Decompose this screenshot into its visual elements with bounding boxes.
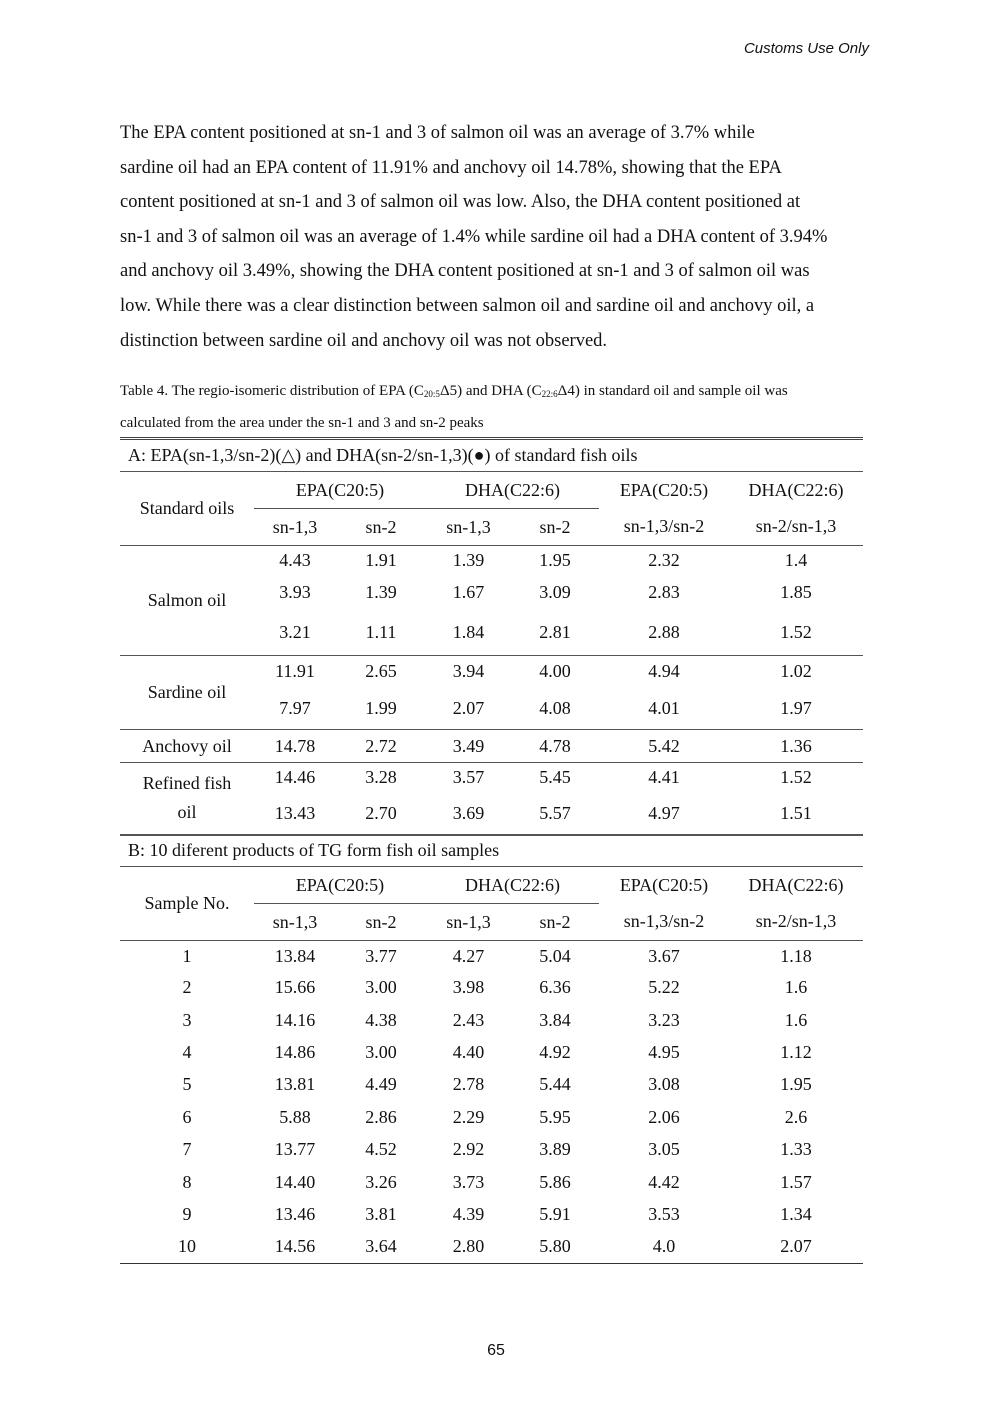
cell: 3.77 xyxy=(365,945,397,966)
cell: 13.46 xyxy=(274,1203,316,1224)
cell: 3.64 xyxy=(365,1236,397,1257)
section-a-title-row xyxy=(120,439,863,472)
cell: 2.72 xyxy=(336,730,426,763)
cell: 1.95 xyxy=(539,550,571,571)
cell: 2.06 xyxy=(648,1106,680,1127)
header-row-1 xyxy=(120,472,863,509)
cell: 1.4 xyxy=(784,550,808,571)
cell: 4.92 xyxy=(539,1041,571,1062)
header-sn2: sn-2 xyxy=(511,509,599,546)
group-label xyxy=(120,763,254,835)
cell: 4.08 xyxy=(511,688,599,730)
cell: 3.57 xyxy=(452,767,485,788)
cell: 1.39 xyxy=(365,582,397,602)
header-ratio-dha: sn-2/sn-1,3 xyxy=(729,509,863,546)
cell: 11.91 xyxy=(275,661,315,682)
cell: 1.99 xyxy=(336,688,426,730)
cell: 1.91 xyxy=(365,550,397,571)
cell: 3.69 xyxy=(426,793,511,835)
sample-number: 7 xyxy=(182,1139,192,1160)
cell: 1.57 xyxy=(780,1171,812,1192)
cell: 3.28 xyxy=(365,767,397,788)
cell: 2.78 xyxy=(452,1074,485,1095)
cell: 3.53 xyxy=(648,1203,680,1224)
table-row xyxy=(120,656,863,688)
cell: 5.04 xyxy=(539,945,571,966)
cell: 4.0 xyxy=(652,1236,676,1257)
header-dha-ratio: DHA(C22:6) xyxy=(748,874,844,895)
cell: 4.01 xyxy=(599,688,729,730)
sample-number: 2 xyxy=(182,977,192,998)
cell: 1.85 xyxy=(780,582,812,602)
cell: 2.86 xyxy=(365,1106,397,1127)
cell: 1.6 xyxy=(784,977,808,998)
stub-header: Standard oils xyxy=(120,472,254,546)
sample-number: 3 xyxy=(182,1009,192,1030)
cell: 13.77 xyxy=(274,1139,316,1160)
paragraph-line: sn-1 and 3 of salmon oil was an average of 1.4% while sardine oil had a DHA content of 3.94% xyxy=(120,226,828,247)
cell: 4.00 xyxy=(539,661,571,682)
page-number: 65 xyxy=(487,1342,505,1359)
header-row-1 xyxy=(120,867,863,904)
section-b-title: B: 10 diferent products of TG form fish oil samples xyxy=(120,835,863,867)
table-row xyxy=(120,972,863,1004)
table-row xyxy=(120,1101,863,1133)
header-epa-ratio: EPA(C20:5) xyxy=(619,479,709,500)
sample-number: 8 xyxy=(182,1171,192,1192)
cell: 2.32 xyxy=(648,550,680,571)
cell: 3.93 xyxy=(279,582,311,602)
group-label-line: Refined fish xyxy=(142,773,232,794)
table-row xyxy=(120,546,863,576)
cell: 3.05 xyxy=(648,1139,680,1160)
paragraph-line: low. While there was a clear distinction between salmon oil and sardine oil and anchovy oil, a xyxy=(120,295,815,316)
cell: 13.43 xyxy=(254,793,336,835)
cell: 1.12 xyxy=(780,1041,812,1062)
section-b-title-row xyxy=(120,835,863,867)
table-row xyxy=(120,1231,863,1263)
cell: 4.39 xyxy=(452,1203,485,1224)
cell: 5.86 xyxy=(539,1171,571,1192)
table-row xyxy=(120,1166,863,1198)
cell: 3.84 xyxy=(539,1009,571,1030)
body-paragraph xyxy=(120,116,890,358)
cell: 14.56 xyxy=(274,1236,316,1257)
cell: 2.88 xyxy=(599,610,729,656)
cell: 15.66 xyxy=(274,977,316,998)
group-label-line: oil xyxy=(177,802,197,823)
cell: 4.95 xyxy=(648,1041,680,1062)
cell: 2.80 xyxy=(452,1236,485,1257)
header-dha: DHA(C22:6) xyxy=(426,472,599,509)
cell: 1.39 xyxy=(452,550,485,571)
cell: 7.97 xyxy=(254,688,336,730)
cell: 3.89 xyxy=(539,1139,571,1160)
paragraph-line: and anchovy oil 3.49%, showing the DHA content positioned at sn-1 and 3 of salmon oil was xyxy=(120,261,810,282)
table-b-body xyxy=(120,941,863,1264)
cell: 14.16 xyxy=(274,1009,316,1030)
sample-number: 9 xyxy=(182,1203,192,1224)
header-dha: DHA(C22:6) xyxy=(426,867,599,904)
cell: 2.07 xyxy=(426,688,511,730)
cell: 4.52 xyxy=(365,1139,397,1160)
header-sn13: sn-1,3 xyxy=(254,509,336,546)
caption-text: Δ5) and DHA (C xyxy=(439,383,542,399)
cell: 2.70 xyxy=(336,793,426,835)
cell: 1.02 xyxy=(780,661,812,682)
cell: 3.08 xyxy=(648,1074,680,1095)
cell: 4.42 xyxy=(648,1171,680,1192)
table-caption xyxy=(120,377,880,438)
cell: 1.67 xyxy=(452,582,485,602)
cell: 4.38 xyxy=(365,1009,397,1030)
paragraph-line: content positioned at sn-1 and 3 of salmon oil was low. Also, the DHA content positioned at xyxy=(120,192,801,213)
header-sn13: sn-1,3 xyxy=(426,904,511,941)
cell: 3.49 xyxy=(426,730,511,763)
sample-number: 1 xyxy=(182,945,192,966)
cell: 5.88 xyxy=(279,1106,311,1127)
cell: 1.6 xyxy=(784,1009,808,1030)
header-sn2: sn-2 xyxy=(511,904,599,941)
header-sn13: sn-1,3 xyxy=(426,509,511,546)
cell: 1.18 xyxy=(780,945,812,966)
cell: 13.81 xyxy=(274,1074,316,1095)
sample-number: 5 xyxy=(182,1074,192,1095)
caption-subscript: 20:5 xyxy=(423,389,440,399)
table-fish-oil-samples xyxy=(120,835,863,1264)
header-ratio-dha: sn-2/sn-1,3 xyxy=(729,904,863,941)
cell: 3.00 xyxy=(365,1041,397,1062)
header-sn13: sn-1,3 xyxy=(254,904,336,941)
header-ratio-epa: sn-1,3/sn-2 xyxy=(599,509,729,546)
caption-text: Δ4) in standard oil and sample oil was xyxy=(557,383,788,399)
cell: 1.97 xyxy=(729,688,863,730)
group-label: Anchovy oil xyxy=(120,730,254,763)
cell: 5.44 xyxy=(539,1074,571,1095)
cell: 1.51 xyxy=(729,793,863,835)
cell: 14.40 xyxy=(274,1171,316,1192)
cell: 14.78 xyxy=(254,730,336,763)
caption-text: Table 4. The regio-isomeric distribution of EPA (C xyxy=(120,383,424,399)
table-standard-oils xyxy=(120,437,863,836)
cell: 1.33 xyxy=(780,1139,812,1160)
cell: 2.29 xyxy=(452,1106,485,1127)
cell: 1.52 xyxy=(729,610,863,656)
cell: 5.95 xyxy=(539,1106,571,1127)
cell: 3.09 xyxy=(539,582,571,602)
cell: 4.40 xyxy=(452,1041,485,1062)
cell: 3.67 xyxy=(648,945,680,966)
cell: 14.86 xyxy=(274,1041,316,1062)
cell: 2.65 xyxy=(365,661,397,682)
paragraph-line: distinction between sardine oil and anchovy oil was not observed. xyxy=(120,330,608,351)
cell: 4.43 xyxy=(279,550,311,571)
cell: 2.83 xyxy=(648,582,680,602)
table-row xyxy=(120,1133,863,1165)
header-epa: EPA(C20:5) xyxy=(254,472,426,509)
cell: 2.81 xyxy=(511,610,599,656)
header-sn2: sn-2 xyxy=(336,904,426,941)
cell: 14.46 xyxy=(274,767,316,788)
section-a-title: A: EPA(sn-1,3/sn-2)(△) and DHA(sn-2/sn-1,3)(●) of standard fish oils xyxy=(120,439,863,472)
table-row xyxy=(120,730,863,763)
cell: 2.07 xyxy=(780,1236,812,1257)
cell: 3.98 xyxy=(452,977,485,998)
caption-line-2: calculated from the area under the sn-1 and 3 and sn-2 peaks xyxy=(120,415,484,431)
caption-line-1 xyxy=(120,377,880,409)
header-ratio-epa: sn-1,3/sn-2 xyxy=(599,904,729,941)
table-row xyxy=(120,1069,863,1101)
sample-number: 6 xyxy=(182,1106,192,1127)
header-epa-ratio: EPA(C20:5) xyxy=(619,874,709,895)
cell: 2.43 xyxy=(452,1009,485,1030)
table-row xyxy=(120,763,863,793)
cell: 3.21 xyxy=(254,610,336,656)
cell: 1.11 xyxy=(336,610,426,656)
cell: 5.45 xyxy=(539,767,571,788)
cell: 4.41 xyxy=(648,767,680,788)
sample-number: 10 xyxy=(178,1236,196,1257)
cell: 5.80 xyxy=(539,1236,571,1257)
cell: 5.91 xyxy=(539,1203,571,1224)
cell: 5.57 xyxy=(511,793,599,835)
cell: 2.6 xyxy=(784,1106,808,1127)
cell: 1.95 xyxy=(780,1074,812,1095)
cell: 1.84 xyxy=(426,610,511,656)
table-row xyxy=(120,1198,863,1230)
group-label: Sardine oil xyxy=(120,656,254,730)
cell: 1.36 xyxy=(729,730,863,763)
header-sn2: sn-2 xyxy=(336,509,426,546)
paragraph-line: The EPA content positioned at sn-1 and 3 of salmon oil was an average of 3.7% while xyxy=(120,123,755,143)
cell: 1.34 xyxy=(780,1203,812,1224)
cell: 3.94 xyxy=(452,661,485,682)
header-label: Customs Use Only xyxy=(743,40,869,57)
cell: 3.73 xyxy=(452,1171,485,1192)
cell: 3.23 xyxy=(648,1009,680,1030)
table-row xyxy=(120,1036,863,1068)
cell: 4.27 xyxy=(452,945,485,966)
paragraph-line: sardine oil had an EPA content of 11.91% and anchovy oil 14.78%, showing that the EPA xyxy=(120,157,782,178)
stub-header: Sample No. xyxy=(120,867,254,941)
cell: 1.52 xyxy=(780,767,812,788)
cell: 3.81 xyxy=(365,1203,397,1224)
cell: 4.94 xyxy=(648,661,680,682)
table-row xyxy=(120,941,863,972)
header-dha-ratio: DHA(C22:6) xyxy=(748,479,844,500)
sample-number: 4 xyxy=(182,1041,192,1062)
group-label: Salmon oil xyxy=(120,546,254,656)
table-row xyxy=(120,1004,863,1036)
cell: 3.00 xyxy=(365,977,397,998)
cell: 5.42 xyxy=(599,730,729,763)
cell: 3.26 xyxy=(365,1171,397,1192)
cell: 2.92 xyxy=(452,1139,485,1160)
cell: 5.22 xyxy=(648,977,680,998)
cell: 4.78 xyxy=(511,730,599,763)
cell: 4.97 xyxy=(599,793,729,835)
header-epa: EPA(C20:5) xyxy=(254,867,426,904)
cell: 4.49 xyxy=(365,1074,397,1095)
caption-subscript: 22:6 xyxy=(541,389,558,399)
cell: 6.36 xyxy=(539,977,571,998)
cell: 13.84 xyxy=(274,945,316,966)
